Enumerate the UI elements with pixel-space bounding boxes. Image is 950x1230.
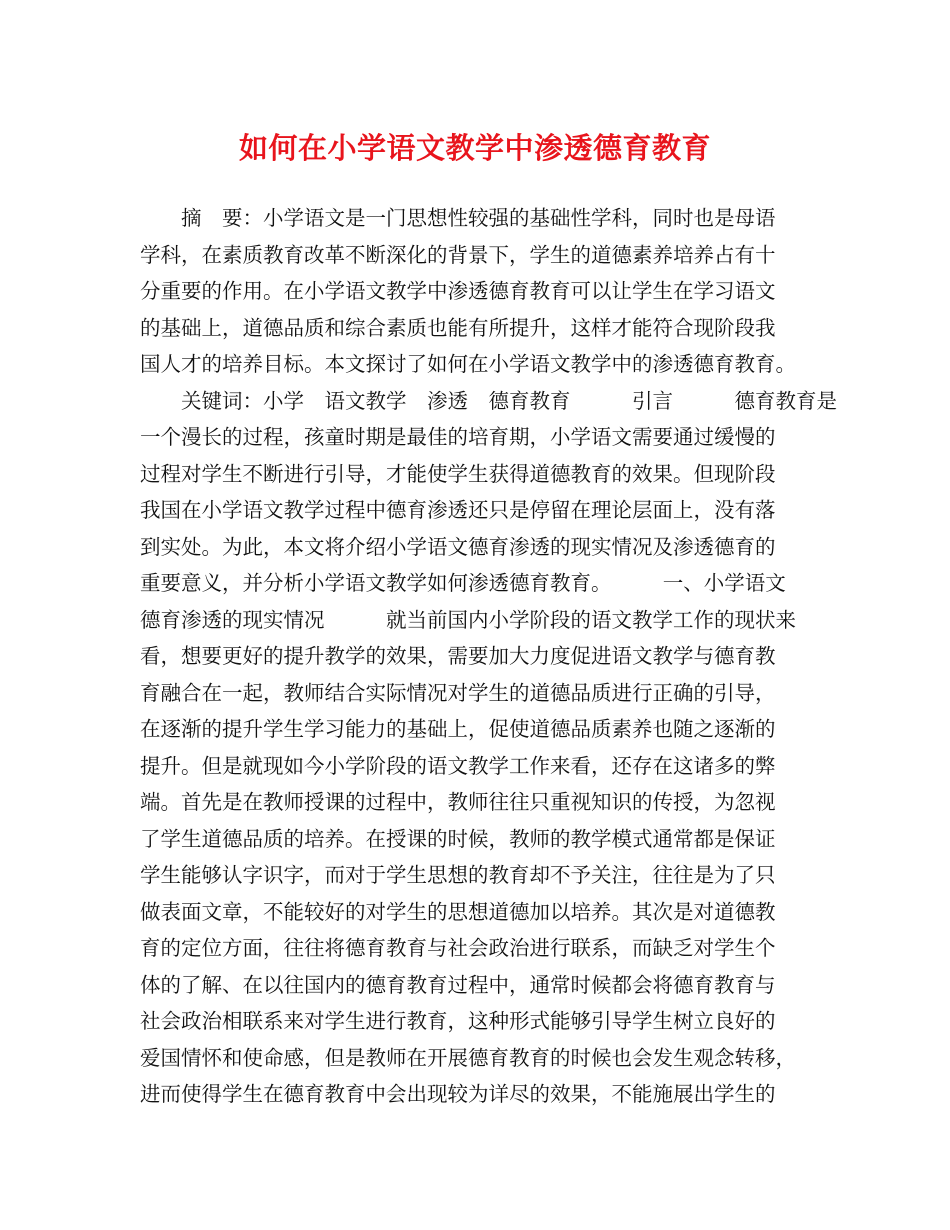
text-line: 学科，在素质教育改革不断深化的背景下，学生的道德素养培养占有十 xyxy=(140,242,776,267)
text-line: 端。首先是在教师授课的过程中，教师往往只重视知识的传授，为忽视 xyxy=(140,790,776,814)
text-line: 做表面文章，不能较好的对学生的思想道德加以培养。其次是对道德教 xyxy=(140,899,776,924)
text-line: 社会政治相联系来对学生进行教育，这种形式能够引导学生树立良好的 xyxy=(140,1009,776,1033)
text-line: 提升。但是就现如今小学阶段的语文教学工作来看，还存在这诸多的弊 xyxy=(140,753,776,778)
text-line: 了学生道德品质的培养。在授课的时候，教师的教学模式通常都是保证 xyxy=(140,826,776,851)
text-line: 重要意义，并分析小学语文教学如何渗透德育教育。 一、小学语文 xyxy=(140,571,786,595)
text-line: 到实处。为此，本文将介绍小学语文德育渗透的现实情况及渗透德育的 xyxy=(140,534,776,559)
document-body xyxy=(140,200,837,1113)
text-line: 育融合在一起，教师结合实际情况对学生的道德品质进行正确的引导， xyxy=(140,680,776,705)
text-line: 看，想要更好的提升教学的效果，需要加大力度促进语文教学与德育教 xyxy=(140,644,776,668)
text-line: 体的了解、在以往国内的德育教育过程中，通常时候都会将德育教育与 xyxy=(140,972,776,997)
text-line: 学生能够认字识字，而对于学生思想的教育却不予关注，往往是为了只 xyxy=(140,863,776,887)
text-line: 在逐渐的提升学生学习能力的基础上，促使道德品质素养也随之逐渐的 xyxy=(140,717,776,741)
text-line: 摘 要：小学语文是一门思想性较强的基础性学科，同时也是母语 xyxy=(140,206,776,230)
text-line: 一个漫长的过程，孩童时期是最佳的培育期，小学语文需要通过缓慢的 xyxy=(140,425,776,449)
text-line: 过程对学生不断进行引导，才能使学生获得道德教育的效果。但现阶段 xyxy=(140,461,776,486)
document-title: 如何在小学语文教学中渗透德育教育 xyxy=(238,131,711,165)
text-line: 爱国情怀和使命感，但是教师在开展德育教育的时候也会发生观念转移， xyxy=(140,1045,796,1070)
text-line: 育的定位方面，往往将德育教育与社会政治进行联系，而缺乏对学生个 xyxy=(140,936,776,960)
text-line: 分重要的作用。在小学语文教学中渗透德育教育可以让学生在学习语文 xyxy=(140,279,776,303)
text-line: 进而使得学生在德育教育中会出现较为详尽的效果，不能施展出学生的 xyxy=(140,1082,776,1106)
text-line: 我国在小学语文教学过程中德育渗透还只是停留在理论层面上，没有落 xyxy=(140,498,776,522)
text-line: 国人才的培养目标。本文探讨了如何在小学语文教学中的渗透德育教育。 xyxy=(140,352,796,376)
text-line: 的基础上，道德品质和综合素质也能有所提升，这样才能符合现阶段我 xyxy=(140,315,776,340)
text-line: 关键词：小学 语文教学 渗透 德育教育 引言 德育教育是 xyxy=(140,388,837,413)
text-line: 德育渗透的现实情况 就当前国内小学阶段的语文教学工作的现状来 xyxy=(140,607,796,632)
